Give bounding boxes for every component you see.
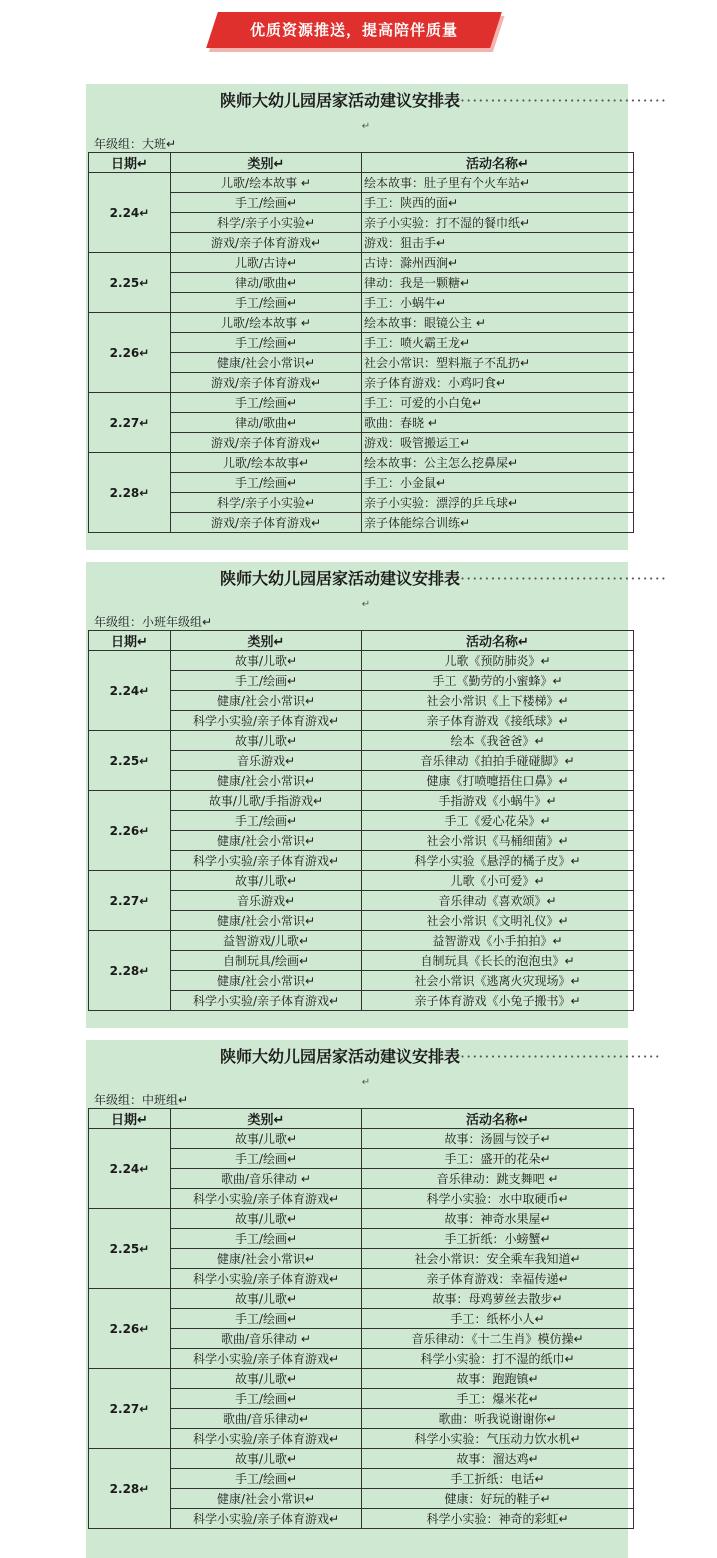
table-row	[89, 253, 634, 273]
schedule-sheet	[86, 562, 667, 1028]
category-cell: 科学小实验/亲子体育游戏↵	[171, 1429, 362, 1449]
category-cell: 科学小实验/亲子体育游戏↵	[171, 711, 362, 731]
category-cell: 游戏/亲子体育游戏↵	[171, 513, 362, 533]
table-row	[89, 1309, 634, 1329]
sheet-title-text: 陕师大幼儿园居家活动建议安排表	[220, 91, 461, 110]
activity-cell: 亲子小实验：打不湿的餐巾纸↵	[362, 213, 634, 233]
activity-cell: 亲子体育游戏：小鸡叼食↵	[362, 373, 634, 393]
activity-cell: 科学小实验《悬浮的橘子皮》↵	[362, 851, 634, 871]
activity-cell: 亲子体能综合训练↵	[362, 513, 634, 533]
grade-label: 年级组：小班年级组↵	[94, 615, 213, 629]
grade-label: 年级组：中班组↵	[94, 1093, 189, 1107]
header-date: 日期↵	[89, 1109, 171, 1129]
table-row	[89, 1189, 634, 1209]
activity-cell: 手工：陕西的面↵	[362, 193, 634, 213]
activity-cell: 社会小常识《上下楼梯》↵	[362, 691, 634, 711]
activity-cell: 社会小常识《逃离火灾现场》↵	[362, 971, 634, 991]
header-category: 类别↵	[171, 631, 362, 651]
activity-cell: 社会小常识《文明礼仪》↵	[362, 911, 634, 931]
sheet-title	[86, 1040, 661, 1074]
table-row	[89, 671, 634, 691]
table-row	[89, 233, 634, 253]
table-row	[89, 991, 634, 1011]
table-row	[89, 1249, 634, 1269]
banner-text: 优质资源推送，提高陪伴质量	[249, 21, 458, 39]
activity-cell: 社会小常识：塑料瓶子不乱扔↵	[362, 353, 634, 373]
category-cell: 音乐游戏↵	[171, 751, 362, 771]
date-cell: 2.24↵	[89, 173, 171, 253]
activity-cell: 游戏：狙击手↵	[362, 233, 634, 253]
category-cell: 健康/社会小常识↵	[171, 691, 362, 711]
activity-cell: 古诗：滁州西涧↵	[362, 253, 634, 273]
category-cell: 手工/绘画↵	[171, 1309, 362, 1329]
table-row	[89, 1169, 634, 1189]
category-cell: 歌曲/音乐律动 ↵	[171, 1329, 362, 1349]
table-row	[89, 811, 634, 831]
date-cell: 2.28↵	[89, 1449, 171, 1529]
date-cell: 2.28↵	[89, 931, 171, 1011]
activity-cell: 音乐律动：跳支舞吧 ↵	[362, 1169, 634, 1189]
activity-cell: 手工折纸：小螃蟹↵	[362, 1229, 634, 1249]
date-cell: 2.24↵	[89, 1129, 171, 1209]
category-cell: 手工/绘画↵	[171, 671, 362, 691]
category-cell: 自制玩具/绘画↵	[171, 951, 362, 971]
date-cell: 2.26↵	[89, 313, 171, 393]
table-row	[89, 1149, 634, 1169]
activity-cell: 社会小常识《马桶细菌》↵	[362, 831, 634, 851]
category-cell: 科学小实验/亲子体育游戏↵	[171, 851, 362, 871]
category-cell: 律动/歌曲↵	[171, 273, 362, 293]
table-row	[89, 1469, 634, 1489]
sheet-title-leader: ··································	[460, 91, 667, 110]
table-row	[89, 1509, 634, 1529]
activity-cell: 故事：跑跑镇↵	[362, 1369, 634, 1389]
table-row	[89, 413, 634, 433]
table-row	[89, 353, 634, 373]
sheet-title	[86, 562, 667, 596]
header-category: 类别↵	[171, 1109, 362, 1129]
category-cell: 健康/社会小常识↵	[171, 971, 362, 991]
activity-cell: 自制玩具《长长的泡泡虫》↵	[362, 951, 634, 971]
table-row	[89, 1369, 634, 1389]
table-row	[89, 393, 634, 413]
table-row	[89, 1289, 634, 1309]
activity-cell: 歌曲：听我说谢谢你↵	[362, 1409, 634, 1429]
activity-cell: 手工《爱心花朵》↵	[362, 811, 634, 831]
category-cell: 音乐游戏↵	[171, 891, 362, 911]
table-row	[89, 651, 634, 671]
category-cell: 健康/社会小常识↵	[171, 353, 362, 373]
date-cell: 2.25↵	[89, 253, 171, 313]
table-row	[89, 971, 634, 991]
header-activity: 活动名称↵	[362, 631, 634, 651]
category-cell: 手工/绘画↵	[171, 811, 362, 831]
category-cell: 故事/儿歌↵	[171, 1369, 362, 1389]
activity-cell: 手工：盛开的花朵↵	[362, 1149, 634, 1169]
activity-cell: 健康：好玩的鞋子↵	[362, 1489, 634, 1509]
date-cell: 2.25↵	[89, 1209, 171, 1289]
category-cell: 科学/亲子小实验↵	[171, 213, 362, 233]
activity-cell: 音乐律动《喜欢颂》↵	[362, 891, 634, 911]
category-cell: 故事/儿歌↵	[171, 1289, 362, 1309]
schedule-table	[88, 630, 634, 1011]
category-cell: 游戏/亲子体育游戏↵	[171, 373, 362, 393]
table-row	[89, 791, 634, 811]
schedule-table	[88, 152, 634, 533]
table-row	[89, 493, 634, 513]
sheet-title-leader: ·································	[460, 1047, 661, 1066]
table-row	[89, 871, 634, 891]
category-cell: 手工/绘画↵	[171, 333, 362, 353]
activity-cell: 绘本《我爸爸》↵	[362, 731, 634, 751]
table-row	[89, 173, 634, 193]
table-row	[89, 193, 634, 213]
category-cell: 歌曲/音乐律动↵	[171, 1409, 362, 1429]
activity-cell: 亲子小实验：漂浮的乒乓球↵	[362, 493, 634, 513]
header-date: 日期↵	[89, 153, 171, 173]
table-row	[89, 1129, 634, 1149]
table-row	[89, 691, 634, 711]
category-cell: 儿歌/古诗↵	[171, 253, 362, 273]
date-cell: 2.27↵	[89, 871, 171, 931]
activity-cell: 科学小实验：气压动力饮水机↵	[362, 1429, 634, 1449]
category-cell: 健康/社会小常识↵	[171, 1489, 362, 1509]
category-cell: 手工/绘画↵	[171, 1389, 362, 1409]
table-row	[89, 751, 634, 771]
activity-cell: 律动：我是一颗糖↵	[362, 273, 634, 293]
activity-cell: 游戏：吸管搬运工↵	[362, 433, 634, 453]
activity-cell: 故事：溜达鸡↵	[362, 1449, 634, 1469]
paragraph-mark: ↵	[361, 599, 371, 610]
table-row	[89, 1269, 634, 1289]
category-cell: 科学小实验/亲子体育游戏↵	[171, 1189, 362, 1209]
activity-cell: 手工折纸：电话↵	[362, 1469, 634, 1489]
date-cell: 2.26↵	[89, 791, 171, 871]
activity-cell: 手工：喷火霸王龙↵	[362, 333, 634, 353]
category-cell: 游戏/亲子体育游戏↵	[171, 233, 362, 253]
header-activity: 活动名称↵	[362, 153, 634, 173]
table-row	[89, 891, 634, 911]
table-row	[89, 771, 634, 791]
category-cell: 科学小实验/亲子体育游戏↵	[171, 1269, 362, 1289]
table-row	[89, 313, 634, 333]
activity-cell: 科学小实验：神奇的彩虹↵	[362, 1509, 634, 1529]
category-cell: 健康/社会小常识↵	[171, 831, 362, 851]
category-cell: 手工/绘画↵	[171, 1469, 362, 1489]
table-row	[89, 951, 634, 971]
schedule-table	[88, 1108, 634, 1529]
category-cell: 故事/儿歌↵	[171, 1449, 362, 1469]
category-cell: 歌曲/音乐律动 ↵	[171, 1169, 362, 1189]
activity-cell: 儿歌《小可爱》↵	[362, 871, 634, 891]
category-cell: 科学小实验/亲子体育游戏↵	[171, 991, 362, 1011]
header-row	[89, 631, 634, 651]
date-cell: 2.25↵	[89, 731, 171, 791]
grade-label: 年级组：大班↵	[94, 137, 177, 151]
sheet-title-text: 陕师大幼儿园居家活动建议安排表	[220, 569, 461, 588]
category-cell: 故事/儿歌↵	[171, 1129, 362, 1149]
table-row	[89, 513, 634, 533]
date-cell: 2.24↵	[89, 651, 171, 731]
activity-cell: 社会小常识：安全乘车我知道↵	[362, 1249, 634, 1269]
category-cell: 故事/儿歌↵	[171, 1209, 362, 1229]
category-cell: 故事/儿歌/手指游戏↵	[171, 791, 362, 811]
category-cell: 故事/儿歌↵	[171, 731, 362, 751]
header-activity: 活动名称↵	[362, 1109, 634, 1129]
category-cell: 儿歌/绘本故事 ↵	[171, 313, 362, 333]
category-cell: 手工/绘画↵	[171, 1149, 362, 1169]
activity-cell: 亲子体育游戏《接纸球》↵	[362, 711, 634, 731]
category-cell: 健康/社会小常识↵	[171, 911, 362, 931]
activity-cell: 绘本故事：公主怎么挖鼻屎↵	[362, 453, 634, 473]
activity-cell: 歌曲：春晓 ↵	[362, 413, 634, 433]
sheet-title-text: 陕师大幼儿园居家活动建议安排表	[220, 1047, 461, 1066]
activity-cell: 亲子体育游戏：幸福传递↵	[362, 1269, 634, 1289]
activity-cell: 手工《勤劳的小蜜蜂》↵	[362, 671, 634, 691]
activity-cell: 科学小实验：水中取硬币↵	[362, 1189, 634, 1209]
activity-cell: 儿歌《预防肺炎》↵	[362, 651, 634, 671]
activity-cell: 绘本故事：眼镜公主 ↵	[362, 313, 634, 333]
table-row	[89, 333, 634, 353]
category-cell: 儿歌/绘本故事 ↵	[171, 173, 362, 193]
date-cell: 2.27↵	[89, 1369, 171, 1449]
activity-cell: 故事：神奇水果屋↵	[362, 1209, 634, 1229]
activity-cell: 科学小实验：打不湿的纸巾↵	[362, 1349, 634, 1369]
activity-cell: 亲子体育游戏《小兔子搬书》↵	[362, 991, 634, 1011]
table-row	[89, 473, 634, 493]
activity-cell: 手工：小金鼠↵	[362, 473, 634, 493]
category-cell: 手工/绘画↵	[171, 293, 362, 313]
table-row	[89, 1449, 634, 1469]
category-cell: 律动/歌曲↵	[171, 413, 362, 433]
table-row	[89, 1389, 634, 1409]
category-cell: 儿歌/绘本故事↵	[171, 453, 362, 473]
table-row	[89, 1229, 634, 1249]
category-cell: 手工/绘画↵	[171, 473, 362, 493]
table-row	[89, 213, 634, 233]
table-row	[89, 293, 634, 313]
activity-cell: 手工：小蜗牛↵	[362, 293, 634, 313]
table-row	[89, 1429, 634, 1449]
category-cell: 故事/儿歌↵	[171, 871, 362, 891]
sheet-title	[86, 84, 667, 118]
activity-cell: 手工：爆米花↵	[362, 1389, 634, 1409]
category-cell: 健康/社会小常识↵	[171, 1249, 362, 1269]
table-row	[89, 1409, 634, 1429]
header-date: 日期↵	[89, 631, 171, 651]
activity-cell: 益智游戏《小手拍拍》↵	[362, 931, 634, 951]
table-row	[89, 1489, 634, 1509]
schedule-sheet	[86, 84, 667, 550]
date-cell: 2.26↵	[89, 1289, 171, 1369]
activity-cell: 手指游戏《小蜗牛》↵	[362, 791, 634, 811]
activity-cell: 音乐律动：《十二生肖》模仿操↵	[362, 1329, 634, 1349]
category-cell: 故事/儿歌↵	[171, 651, 362, 671]
activity-cell: 手工：可爱的小白兔↵	[362, 393, 634, 413]
category-cell: 手工/绘画↵	[171, 193, 362, 213]
paragraph-mark: ↵	[361, 1077, 371, 1088]
table-row	[89, 911, 634, 931]
category-cell: 科学小实验/亲子体育游戏↵	[171, 1509, 362, 1529]
activity-cell: 绘本故事：肚子里有个火车站↵	[362, 173, 634, 193]
paragraph-mark: ↵	[361, 121, 371, 132]
table-row	[89, 433, 634, 453]
table-row	[89, 711, 634, 731]
category-cell: 手工/绘画↵	[171, 1229, 362, 1249]
date-cell: 2.27↵	[89, 393, 171, 453]
table-row	[89, 831, 634, 851]
table-row	[89, 931, 634, 951]
activity-cell: 音乐律动《拍拍手碰碰脚》↵	[362, 751, 634, 771]
category-cell: 益智游戏/儿歌↵	[171, 931, 362, 951]
table-row	[89, 1209, 634, 1229]
schedule-sheet	[86, 1040, 661, 1558]
table-row	[89, 1349, 634, 1369]
sheet-title-leader: ··································	[460, 569, 667, 588]
table-row	[89, 373, 634, 393]
category-cell: 游戏/亲子体育游戏↵	[171, 433, 362, 453]
table-row	[89, 851, 634, 871]
date-cell: 2.28↵	[89, 453, 171, 533]
activity-cell: 故事：母鸡萝丝去散步↵	[362, 1289, 634, 1309]
table-row	[89, 453, 634, 473]
table-row	[89, 731, 634, 751]
table-row	[89, 1329, 634, 1349]
header-category: 类别↵	[171, 153, 362, 173]
category-cell: 科学小实验/亲子体育游戏↵	[171, 1349, 362, 1369]
header-row	[89, 1109, 634, 1129]
table-row	[89, 273, 634, 293]
activity-cell: 故事：汤圆与饺子↵	[362, 1129, 634, 1149]
category-cell: 健康/社会小常识↵	[171, 771, 362, 791]
category-cell: 手工/绘画↵	[171, 393, 362, 413]
category-cell: 科学/亲子小实验↵	[171, 493, 362, 513]
header-row	[89, 153, 634, 173]
activity-cell: 健康《打喷嚏捂住口鼻》↵	[362, 771, 634, 791]
activity-cell: 手工：纸杯小人↵	[362, 1309, 634, 1329]
